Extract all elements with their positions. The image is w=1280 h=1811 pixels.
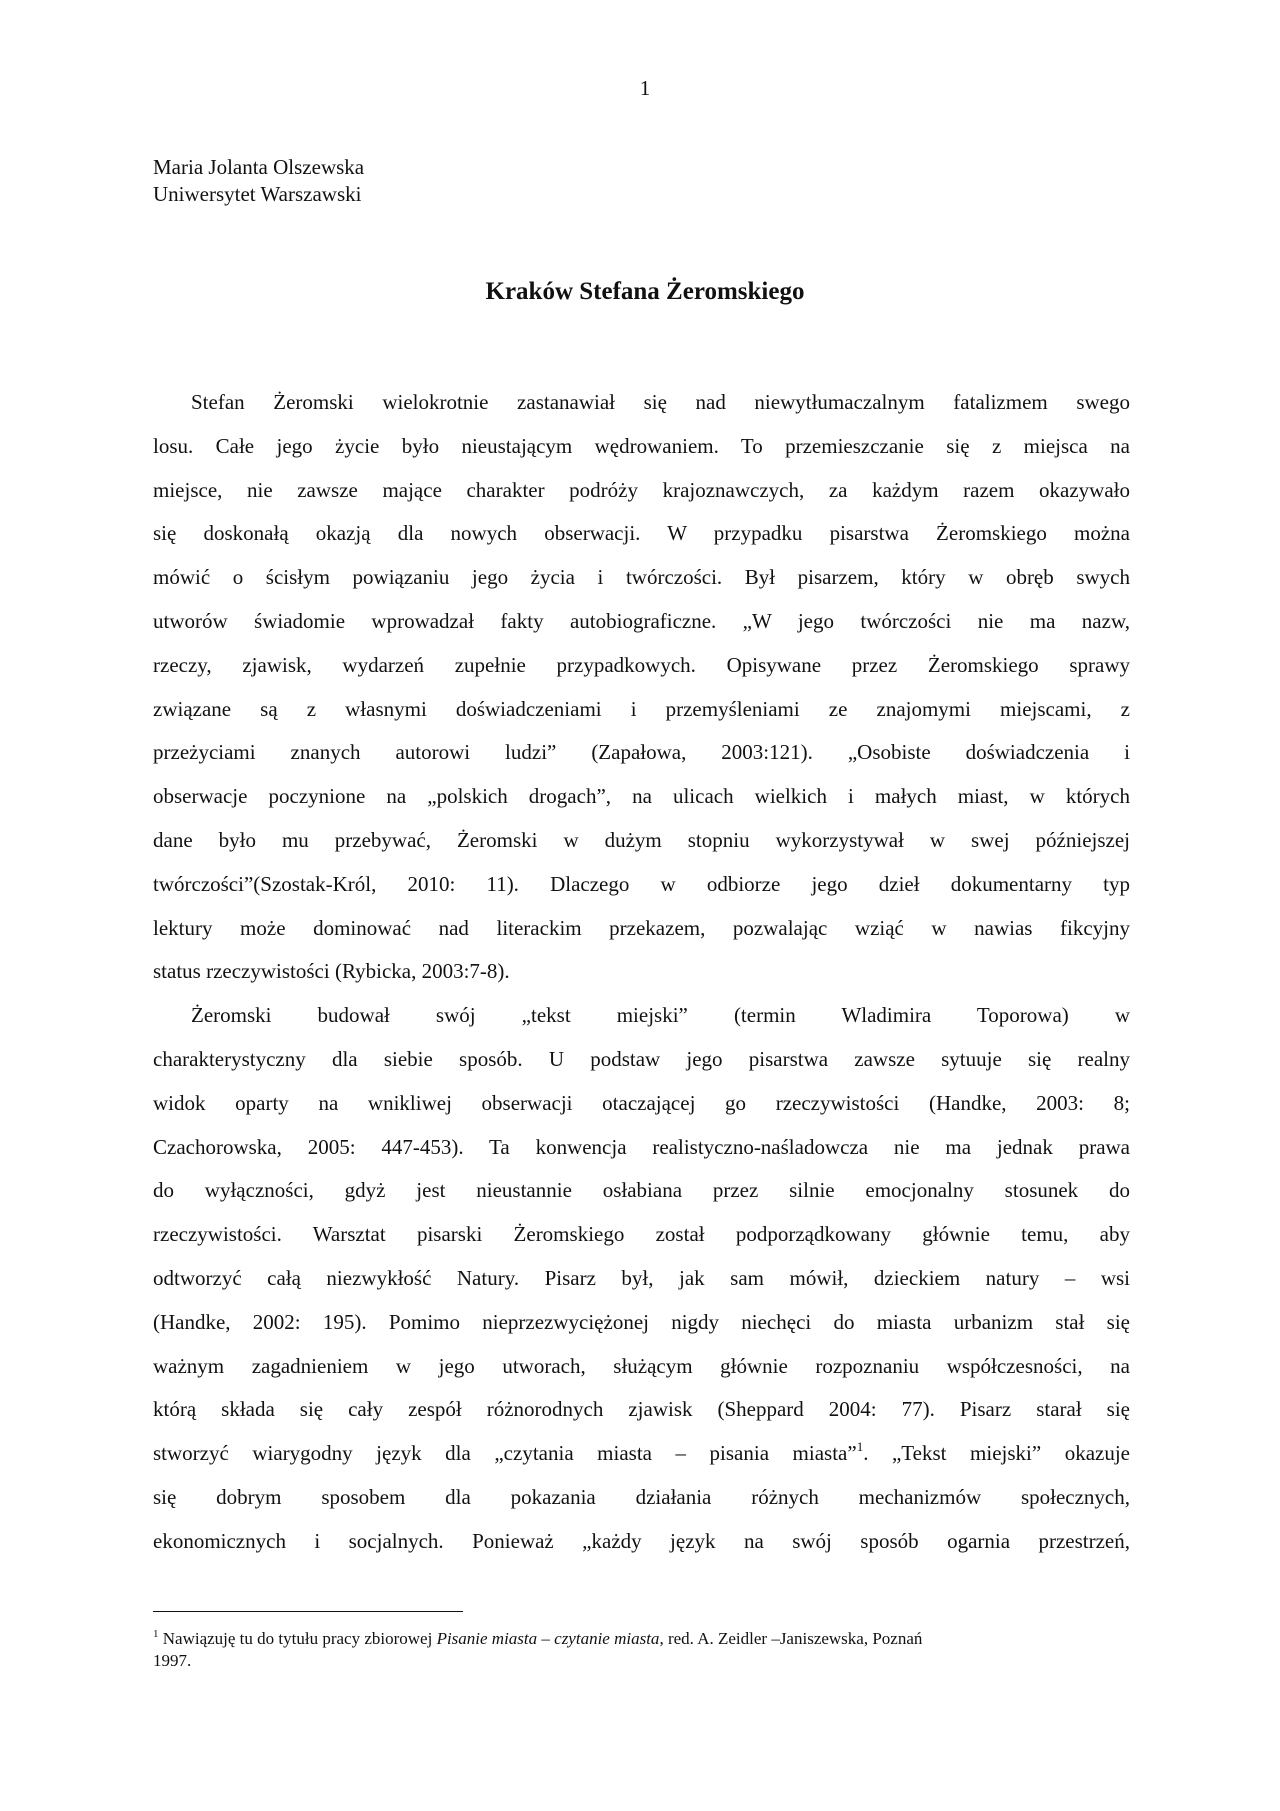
footnote-marker: 1 (153, 1628, 159, 1640)
text-line: Żeromski budował swój „tekst miejski” (termin Wladimira Toporowa) w (191, 1003, 1130, 1028)
footnote-text: , red. A. Zeidler –Janiszewska, Poznań (659, 1629, 923, 1648)
footnote-cited-title: Pisanie miasta – czytanie miasta (436, 1629, 660, 1648)
text-line: miejsce, nie zawsze mające charakter podróży krajoznawczych, za każdym razem okazywało (153, 477, 1130, 502)
footnote-line: 1997. (153, 1651, 192, 1670)
footnote (153, 1628, 1130, 1672)
text-segment: stworzyć wiarygodny język dla „czytania miasta – pisania miasta” (153, 1441, 857, 1466)
text-line: ekonomicznych i socjalnych. Ponieważ „każdy język na swój sposób ogarnia przestrzeń, (153, 1528, 1130, 1553)
footnote-reference[interactable]: 1 (856, 1439, 864, 1455)
text-line: rzeczy, zjawisk, wydarzeń zupełnie przypadkowych. Opisywane przez Żeromskiego sprawy (153, 652, 1130, 677)
text-line: mówić o ścisłym powiązaniu jego życia i twórczości. Był pisarzem, który w obręb swych (153, 565, 1130, 590)
text-line: rzeczywistości. Warsztat pisarski Żeromskiego został podporządkowany głównie temu, aby (153, 1222, 1130, 1247)
footnote-line (153, 1628, 1130, 1650)
text-line: lektury może dominować nad literackim przekazem, pozwalając wziąć w nawias fikcyjny (153, 915, 1130, 940)
text-line: Czachorowska, 2005: 447-453). Ta konwencja realistyczno-naśladowcza nie ma jednak prawa (153, 1134, 1130, 1159)
text-line: (Handke, 2002: 195). Pomimo nieprzezwyciężonej nigdy niechęci do miasta urbanizm stał się (153, 1309, 1130, 1334)
text-line: dane było mu przebywać, Żeromski w dużym stopniu wykorzystywał w swej późniejszej (153, 827, 1130, 852)
text-line: losu. Całe jego życie było nieustającym wędrowaniem. To przemieszczanie się z miejsca na (153, 433, 1130, 458)
text-line: się dobrym sposobem dla pokazania działania różnych mechanizmów społecznych, (153, 1484, 1130, 1509)
text-line: ważnym zagadnieniem w jego utworach, służącym głównie rozpoznaniu współczesności, na (153, 1353, 1130, 1378)
text-line: utworów świadomie wprowadzał fakty autobiograficzne. „W jego twórczości nie ma nazw, (153, 608, 1130, 633)
text-line: widok oparty na wnikliwej obserwacji otaczającej go rzeczywistości (Handke, 2003: 8; (153, 1090, 1130, 1115)
page-number: 1 (639, 76, 651, 100)
footnote-separator (153, 1611, 463, 1612)
text-line: status rzeczywistości (Rybicka, 2003:7-8). (153, 959, 510, 984)
author-name: Maria Jolanta Olszewska (153, 155, 365, 179)
article-title: Kraków Stefana Żeromskiego (485, 278, 805, 305)
article-body (153, 381, 1130, 1564)
text-line: do wyłączności, gdyż jest nieustannie osłabiana przez silnie emocjonalny stosunek do (153, 1178, 1130, 1203)
footnote-text: Nawiązuję tu do tytułu pracy zbiorowej (158, 1629, 437, 1648)
text-line: charakterystyczny dla siebie sposób. U podstaw jego pisarstwa zawsze sytuuje się realny (153, 1046, 1130, 1071)
text-line: odtworzyć całą niezwykłość Natury. Pisarz był, jak sam mówił, dzieckiem natury – wsi (153, 1265, 1130, 1290)
text-line: przeżyciami znanych autorowi ludzi” (Zapałowa, 2003:121). „Osobiste doświadczenia i (153, 740, 1130, 765)
text-segment: . „Tekst miejski” okazuje (863, 1441, 1130, 1466)
text-line: związane są z własnymi doświadczeniami i przemyśleniami ze znajomymi miejscami, z (153, 696, 1130, 721)
text-line: Stefan Żeromski wielokrotnie zastanawiał się nad niewytłumaczalnym fatalizmem swego (191, 390, 1130, 414)
author-block (153, 154, 364, 208)
text-line: twórczości”(Szostak-Król, 2010: 11). Dlaczego w odbiorze jego dzieł dokumentarny typ (153, 871, 1130, 896)
text-line: którą składa się cały zespół różnorodnych zjawisk (Sheppard 2004: 77). Pisarz starał się (153, 1397, 1130, 1422)
text-line: obserwacje poczynione na „polskich drogach”, na ulicach wielkich i małych miast, w których (153, 784, 1130, 809)
author-affiliation: Uniwersytet Warszawski (153, 182, 362, 206)
text-line-with-footnote-ref (153, 1432, 1130, 1476)
text-line: się doskonałą okazją dla nowych obserwacji. W przypadku pisarstwa Żeromskiego można (153, 521, 1130, 546)
